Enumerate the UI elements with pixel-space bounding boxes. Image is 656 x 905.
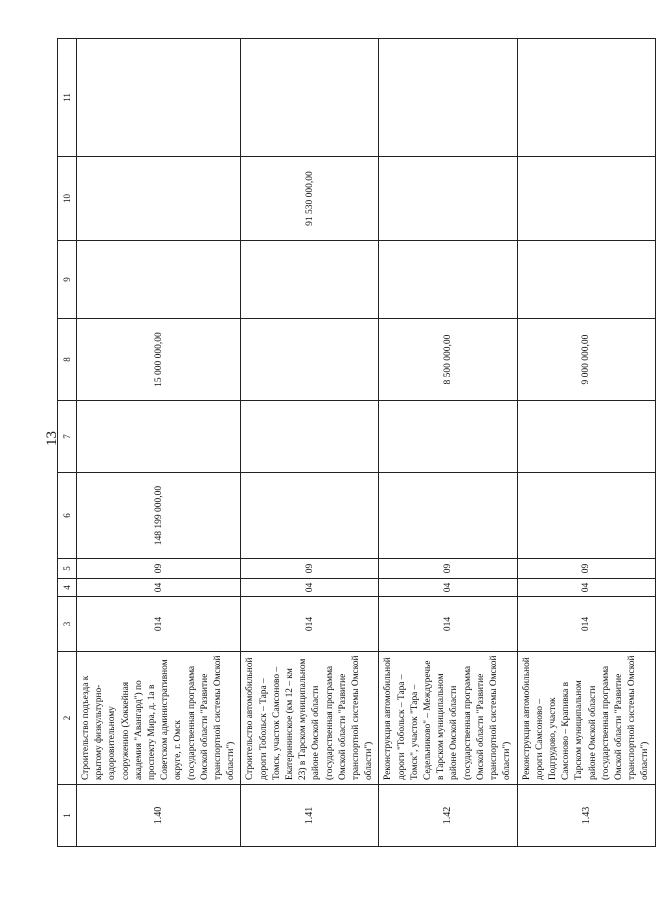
code-cell: 014: [77, 597, 241, 652]
code-cell: 09: [241, 559, 379, 579]
amount-cell: [241, 319, 379, 401]
code-cell: 014: [241, 597, 379, 652]
table-row: [77, 39, 241, 847]
column-header: 9: [58, 241, 77, 319]
amount-cell: [517, 39, 655, 157]
code-cell: 014: [517, 597, 655, 652]
amount-cell: [517, 157, 655, 241]
code-cell: 09: [379, 559, 517, 579]
column-header: 8: [58, 319, 77, 401]
amount-cell: [379, 473, 517, 559]
amount-cell: [241, 473, 379, 559]
column-header: 10: [58, 157, 77, 241]
table-row: [517, 39, 655, 847]
amount-cell: [77, 401, 241, 473]
amount-cell: [379, 401, 517, 473]
amount-cell: [241, 241, 379, 319]
amount-cell: 9 000 000,00: [517, 319, 655, 401]
amount-cell: [77, 39, 241, 157]
code-cell: 04: [241, 579, 379, 597]
code-cell: 09: [77, 559, 241, 579]
row-number: 1.42: [379, 785, 517, 847]
code-cell: 04: [77, 579, 241, 597]
page-number: 13: [44, 431, 60, 446]
column-header: 3: [58, 597, 77, 652]
header-row: [58, 39, 77, 847]
amount-cell: [77, 157, 241, 241]
column-header: 2: [58, 652, 77, 785]
column-header: 1: [58, 785, 77, 847]
column-header: 4: [58, 579, 77, 597]
amount-cell: 15 000 000,00: [77, 319, 241, 401]
row-description: Строительство подъезда к крытому физкультурно-оздоровительному сооружению (Хоккейная академия "Авангард") по проспекту Мира, д. 1а в Советском административном округе, г. Омск (государственная программа Омской области "Развитие транспортной системы Омской области"): [77, 652, 241, 785]
amount-cell: 8 500 000,00: [379, 319, 517, 401]
code-cell: 09: [517, 559, 655, 579]
column-header: 7: [58, 401, 77, 473]
amount-cell: [517, 241, 655, 319]
column-header: 6: [58, 473, 77, 559]
column-header: 11: [58, 39, 77, 157]
column-header: 5: [58, 559, 77, 579]
row-description: Реконструкция автомобильной дороги Самсоново – Подгрудово, участок Самсоново – Крапивка в Тарском муниципальном районе Омской области (государственная программа Омской области "Развитие транспортной системы Омской области"): [517, 652, 655, 785]
amount-cell: [241, 39, 379, 157]
code-cell: 04: [379, 579, 517, 597]
amount-cell: [517, 473, 655, 559]
amount-cell: [379, 241, 517, 319]
row-description: Строительство автомобильной дороги Тобольск – Тара – Томск, участок Самсоново – Екатерининское (км 12 – км 23) в Тарском муниципальном районе Омской области (государственная программа Омской области "Развитие транспортной системы Омской области"): [241, 652, 379, 785]
row-number: 1.43: [517, 785, 655, 847]
amount-cell: [379, 39, 517, 157]
row-number: 1.40: [77, 785, 241, 847]
code-cell: 014: [379, 597, 517, 652]
budget-table: [57, 38, 656, 847]
code-cell: 04: [517, 579, 655, 597]
budget-table-container: [57, 39, 651, 847]
row-number: 1.41: [241, 785, 379, 847]
amount-cell: [241, 401, 379, 473]
amount-cell: 148 199 000,00: [77, 473, 241, 559]
amount-cell: [517, 401, 655, 473]
amount-cell: [379, 157, 517, 241]
amount-cell: 91 530 000,00: [241, 157, 379, 241]
amount-cell: [77, 241, 241, 319]
table-row: [379, 39, 517, 847]
table-row: [241, 39, 379, 847]
row-description: Реконструкция автомобильной дороги "Тобольск – Тара – Томск", участок "Тара – Седельниково" – Междуречье в Тарском муниципальном районе Омской области (государственная программа Омской области "Развитие транспортной системы Омской области"): [379, 652, 517, 785]
